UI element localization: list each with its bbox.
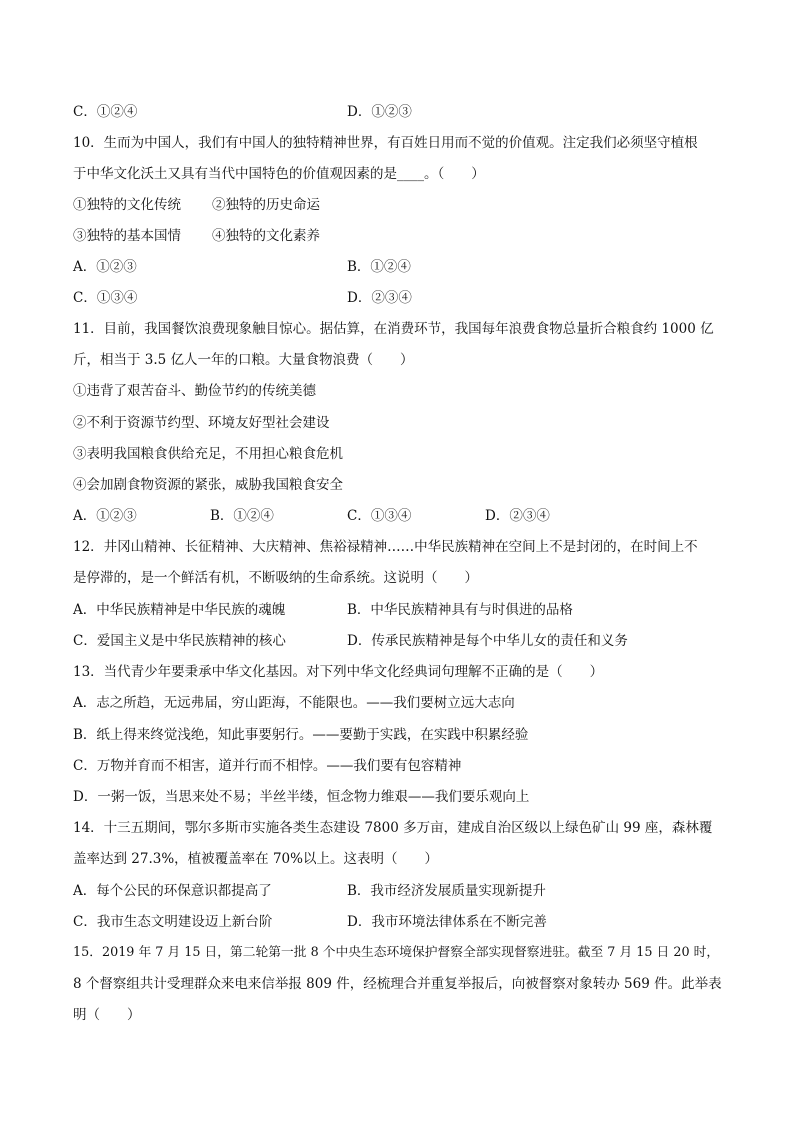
question-11-stem-line2: 斤，相当于 3.5 亿人一年的口粮。大量食物浪费（ ） xyxy=(73,352,414,368)
question-12-stem-line2: 是停滞的，是一个鲜活有机，不断吸纳的生命系统。这说明（ ） xyxy=(73,570,478,586)
question-14-option-d: D．我市环境法律体系在不断完善 xyxy=(347,914,547,930)
question-11-item-1: ①违背了艰苦奋斗、勤俭节约的传统美德 xyxy=(73,383,316,399)
question-12-stem-line1: 12．井冈山精神、长征精神、大庆精神、焦裕禄精神……中华民族精神在空间上不是封闭的，在时间上不 xyxy=(73,539,698,555)
question-10-item-3: ③独特的基本国情 xyxy=(73,228,181,244)
question-12-option-b: B．中华民族精神具有与时俱进的品格 xyxy=(347,602,573,618)
question-13-stem: 13．当代青少年要秉承中华文化基因。对下列中华文化经典词句理解不正确的是（ ） xyxy=(73,664,604,680)
question-15-stem-line3: 明（ ） xyxy=(73,1007,141,1023)
question-11-option-c: C．①③④ xyxy=(347,508,412,524)
question-13-option-c: C．万物并育而不相害，道并行而不相悖。——我们要有包容精神 xyxy=(73,758,462,774)
question-10-item-4: ④独特的文化素养 xyxy=(212,228,320,244)
question-10-option-b: B．①②④ xyxy=(347,259,411,275)
option-d: D．①②③ xyxy=(347,104,412,120)
question-13-option-d: D．一粥一饭，当思来处不易；半丝半缕，恒念物力维艰——我们要乐观向上 xyxy=(73,789,530,805)
question-11-item-3: ③表明我国粮食供给充足，不用担心粮食危机 xyxy=(73,446,343,462)
question-10-item-1: ①独特的文化传统 xyxy=(73,197,181,213)
question-13-option-b: B．纸上得来终觉浅绝，知此事要躬行。——要勤于实践，在实践中积累经验 xyxy=(73,727,529,743)
question-12-option-a: A．中华民族精神是中华民族的魂魄 xyxy=(73,602,286,618)
question-14-stem-line1: 14．十三五期间，鄂尔多斯市实施各类生态建设 7800 多万亩，建成自治区级以上绿色矿山 99 座，森林覆 xyxy=(73,820,713,836)
question-10-option-c: C．①③④ xyxy=(73,290,138,306)
question-11-option-d: D．②③④ xyxy=(485,508,550,524)
question-14-option-a: A．每个公民的环保意识都提高了 xyxy=(73,883,272,899)
question-11-item-4: ④会加剧食物资源的紧张，威胁我国粮食安全 xyxy=(73,477,343,493)
question-11-stem-line1: 11．目前，我国餐饮浪费现象触目惊心。据估算，在消费环节，我国每年浪费食物总量折合粮食约 1000 亿 xyxy=(73,321,714,337)
question-10-stem-line2: 于中华文化沃土又具有当代中国特色的价值观因素的是____。（ ） xyxy=(73,166,485,182)
question-15-stem-line2: 8 个督察组共计受理群众来电来信举报 809 件，经梳理合并重复举报后，向被督察对象转办 569 件。此举表 xyxy=(73,976,722,992)
question-10-stem-line1: 10．生而为中国人，我们有中国人的独特精神世界，有百姓日用而不觉的价值观。注定我们必须坚守植根 xyxy=(73,135,698,151)
question-13-option-a: A．志之所趋，无远弗届，穷山距海，不能限也。——我们要树立远大志向 xyxy=(73,695,515,711)
question-11-item-2: ②不利于资源节约型、环境友好型社会建设 xyxy=(73,415,330,431)
option-c: C．①②④ xyxy=(73,104,138,120)
question-15-stem-line1: 15．2019 年 7 月 15 日，第二轮第一批 8 个中央生态环境保护督察全部实现督察进驻。截至 7 月 15 日 20 时， xyxy=(73,945,720,960)
question-10-item-2: ②独特的历史命运 xyxy=(212,197,320,213)
question-11-option-b: B．①②④ xyxy=(210,508,274,524)
question-14-stem-line2: 盖率达到 27.3%，植被覆盖率在 70%以上。这表明（ ） xyxy=(73,851,438,867)
question-10-option-a: A．①②③ xyxy=(73,259,137,275)
question-14-option-b: B．我市经济发展质量实现新提升 xyxy=(347,883,546,899)
question-11-option-a: A．①②③ xyxy=(73,508,137,524)
question-12-option-d: D．传承民族精神是每个中华儿女的责任和义务 xyxy=(347,633,628,649)
question-14-option-c: C．我市生态文明建设迈上新台阶 xyxy=(73,914,273,930)
question-12-option-c: C．爱国主义是中华民族精神的核心 xyxy=(73,633,286,649)
question-10-option-d: D．②③④ xyxy=(347,290,412,306)
